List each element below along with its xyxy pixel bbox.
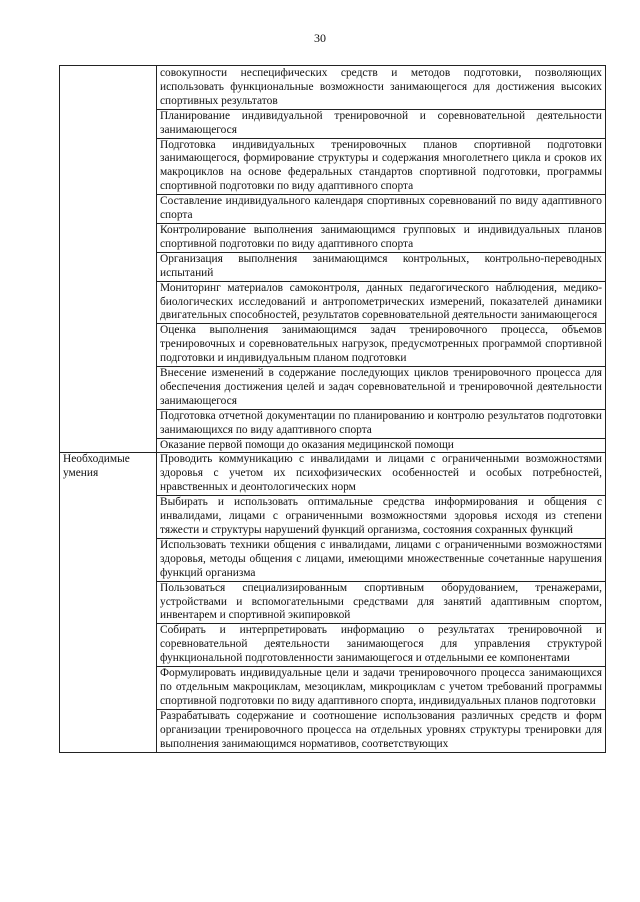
label-cell-empty [60, 66, 157, 453]
table-cell: Планирование индивидуальной тренировочной и соревновательной деятельности занимающегося [157, 109, 606, 138]
table-row [60, 66, 606, 110]
table-cell: Разрабатывать содержание и соотношение использования различных средств и форм организации тренировочного процесса на отдельных уровнях структуры тренировки для выполнения занимающимся нормативов, соответствующих [157, 709, 606, 752]
table-cell: Организация выполнения занимающимся контрольных, контрольно-переводных испытаний [157, 252, 606, 281]
page-number: 30 [314, 31, 326, 45]
table-cell: Мониторинг материалов самоконтроля, данных педагогического наблюдения, медико-биологических исследований и антропометрических измерений, показателей динамики двигательных способностей, результатов соревновательной деятельности занимающегося [157, 281, 606, 324]
table-cell: Подготовка отчетной документации по планированию и контролю результатов подготовки занимающихся по виду адаптивного спорта [157, 409, 606, 438]
table-cell: Формулировать индивидуальные цели и задачи тренировочного процесса занимающихся по отдельным макроциклам, мезоциклам, микроциклам с учетом требований программы спортивной подготовки по виду адаптивного спорта, индивидуальных планов подготовки [157, 667, 606, 710]
table-cell: Собирать и интерпретировать информацию о результатах тренировочной и соревновательной деятельности занимающегося для управления структурой функциональной подготовленности занимающегося и отдельными ее компонентами [157, 624, 606, 667]
table-cell: Составление индивидуального календаря спортивных соревнований по виду адаптивного спорта [157, 195, 606, 224]
table-cell: Подготовка индивидуальных тренировочных планов спортивной подготовки занимающегося, формирование структуры и содержания многолетнего цикла и сроков их макроциклов на основе федеральных стандартов спортивной подготовки, программы спортивной подготовки по виду адаптивного спорта [157, 138, 606, 195]
table-cell: совокупности неспецифических средств и методов подготовки, позволяющих использовать функциональные возможности занимающегося для достижения высоких спортивных результатов [157, 66, 606, 110]
table-cell: Проводить коммуникацию с инвалидами и лицами с ограниченными возможностями здоровья с учетом их психофизических особенностей и особых потребностей, нравственных и деонтологических норм [157, 453, 606, 496]
labor-functions-table [59, 65, 606, 753]
table-cell: Внесение изменений в содержание последующих циклов тренировочного процесса для обеспечения достижения целей и задач соревновательной и тренировочной деятельности занимающегося [157, 367, 606, 410]
table-cell: Оказание первой помощи до оказания медицинской помощи [157, 438, 606, 453]
table-cell: Оценка выполнения занимающимся задач тренировочного процесса, объемов тренировочных и соревновательных нагрузок, предусмотренных программой спортивной подготовки и индивидуальным планом подготовки [157, 324, 606, 367]
table-row [60, 453, 606, 496]
table-cell: Пользоваться специализированным спортивным оборудованием, тренажерами, устройствами и вспомогательными средствами для занятий адаптивным спортом, инвентарем и спортивной экипировкой [157, 581, 606, 624]
table-cell: Выбирать и использовать оптимальные средства информирования и общения с инвалидами, лицами с ограниченными возможностями здоровья исходя из степени тяжести и структуры нарушений функций организма, состояния сохранных функций [157, 496, 606, 539]
table-cell: Использовать техники общения с инвалидами, лицами с ограниченными возможностями здоровья, методы общения с лицами, имеющими множественные сочетанные нарушения функций организма [157, 538, 606, 581]
table-cell: Контролирование выполнения занимающимся групповых и индивидуальных планов спортивной подготовки по виду адаптивного спорта [157, 223, 606, 252]
section-label-skills: Необходимые умения [60, 453, 157, 752]
